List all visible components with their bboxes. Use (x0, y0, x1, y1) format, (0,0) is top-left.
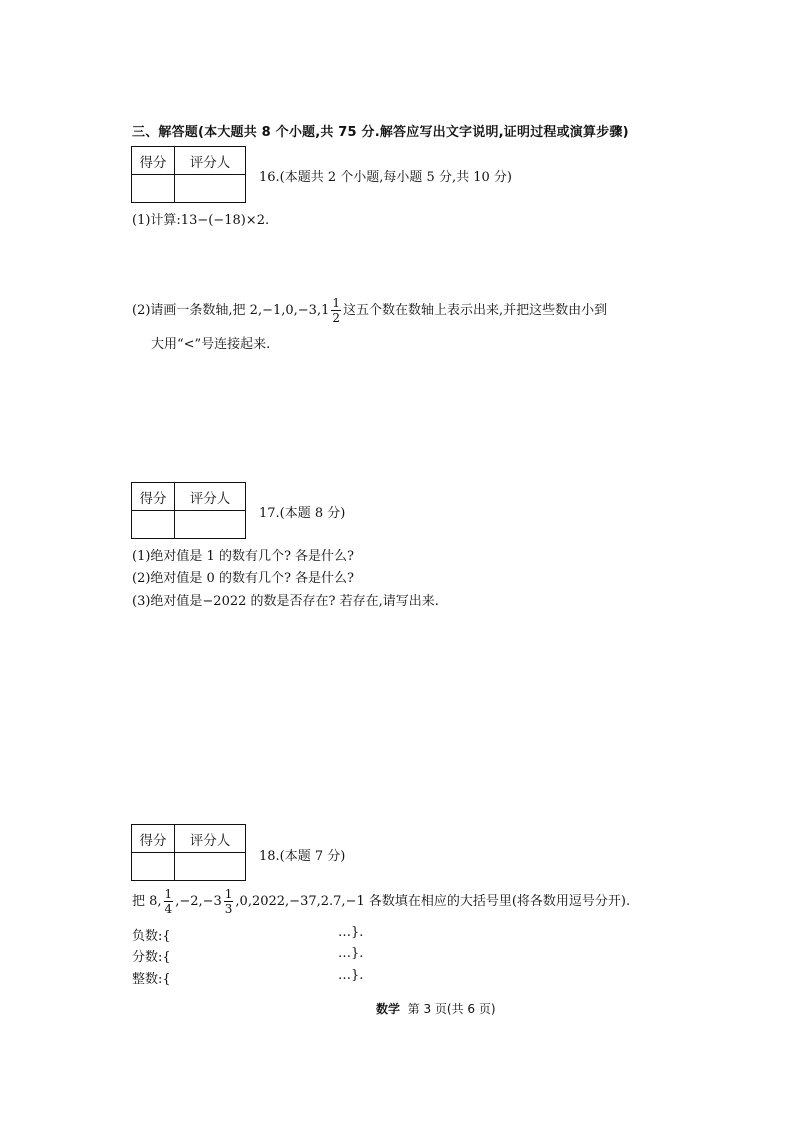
q16-part2-line2: 大用“<”号连接起来. (151, 337, 271, 352)
score-cell (132, 853, 175, 881)
q17-part1: (1)绝对值是 1 的数有几个? 各是什么? (132, 549, 355, 564)
fraction-denominator: 4 (164, 902, 173, 916)
score-cell (132, 175, 175, 203)
fraction-numerator: 1 (164, 887, 173, 901)
set-negative-label: 负数:{ (132, 929, 171, 944)
q17-part3: (3)绝对值是−2022 的数是否存在? 若存在,请写出来. (132, 594, 439, 609)
q17-part2: (2)绝对值是 0 的数有几个? 各是什么? (132, 571, 355, 586)
fraction-one-third (224, 888, 234, 915)
q16-part1: (1)计算:13−(−18)×2. (132, 213, 270, 228)
grader-label: 评分人 (175, 825, 246, 853)
set-fraction-label: 分数:{ (132, 950, 171, 965)
score-table-q17 (131, 482, 246, 539)
grader-label: 评分人 (175, 147, 246, 175)
q18-intro-text-a: 把 8, (132, 894, 162, 909)
fraction-one-half (331, 297, 341, 324)
score-cell (132, 511, 175, 539)
set-integer-end: …}. (338, 968, 364, 983)
fraction-denominator: 3 (224, 902, 233, 916)
page-footer (376, 1000, 496, 1017)
score-table-q18 (131, 824, 246, 881)
grader-cell (175, 511, 246, 539)
q16-part2 (132, 297, 607, 324)
footer-subject: 数学 (376, 1002, 401, 1016)
fraction-denominator: 2 (332, 311, 340, 325)
fraction-numerator: 1 (224, 887, 233, 901)
q18-intro-text-c: ,0,2022,−37,2.7,−1 各数填在相应的大括号里(将各数用逗号分开). (235, 894, 631, 909)
set-integer-label: 整数:{ (132, 972, 171, 987)
fraction-numerator: 1 (332, 296, 340, 310)
q18-heading: 18.(本题 7 分) (259, 849, 346, 864)
grader-cell (175, 853, 246, 881)
grader-cell (175, 175, 246, 203)
footer-page-number: 第 3 页(共 6 页) (407, 1002, 496, 1016)
set-negative-end: …}. (338, 925, 364, 940)
fraction-one-quarter (164, 888, 174, 915)
q17-heading: 17.(本题 8 分) (259, 506, 346, 521)
score-label: 得分 (132, 483, 175, 511)
q18-intro (132, 888, 630, 915)
section-header: 三、解答题(本大题共 8 个小题,共 75 分.解答应写出文字说明,证明过程或演算步骤) (132, 125, 629, 140)
set-fraction-end: …}. (338, 946, 364, 961)
q16-part2-text-a: (2)请画一条数轴,把 2,−1,0,−3,1 (132, 303, 330, 318)
score-table-q16 (131, 146, 246, 203)
score-label: 得分 (132, 825, 175, 853)
q16-heading: 16.(本题共 2 个小题,每小题 5 分,共 10 分) (259, 170, 512, 185)
grader-label: 评分人 (175, 483, 246, 511)
q16-part2-text-b: 这五个数在数轴上表示出来,并把这些数由小到 (343, 303, 608, 318)
q18-intro-text-b: ,−2,−3 (175, 894, 222, 909)
score-label: 得分 (132, 147, 175, 175)
